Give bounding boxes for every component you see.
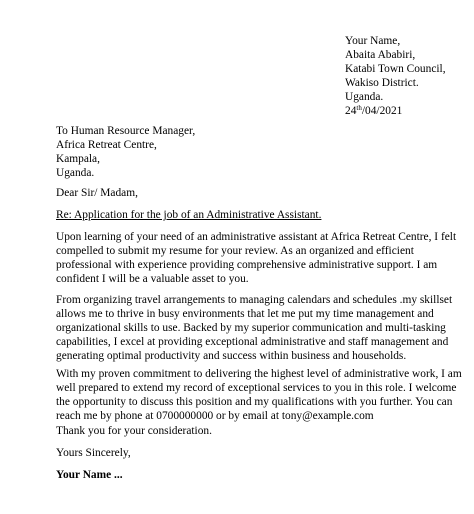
body-paragraph-1 <box>56 230 457 286</box>
closing-sign-off: Yours Sincerely, <box>56 447 131 459</box>
recipient-address-block <box>56 124 195 180</box>
paragraph-line: generating optimal productivity and success within business and households. <box>56 350 407 362</box>
recipient-line: To Human Resource Manager, <box>56 125 196 137</box>
date-rest: /04/2021 <box>361 105 403 117</box>
signature-name: Your Name ... <box>56 469 123 481</box>
paragraph-line: allows me to thrive in busy environments that let me put my time management and <box>56 308 434 320</box>
closing-thanks: Thank you for your consideration. <box>56 425 212 437</box>
paragraph-line: confident I will be a valuable asset to you. <box>56 273 249 285</box>
paragraph-line: capabilities, I excel at providing exceptional administrative and staff management and <box>56 336 449 348</box>
recipient-line: Uganda. <box>56 167 95 179</box>
paragraph-line: well prepared to extend my record of exceptional services to you in this role. I welcome <box>56 382 457 394</box>
paragraph-line: From organizing travel arrangements to managing calendars and schedules .my skillset <box>56 294 453 306</box>
paragraph-line: organizational skills to use. Backed by my superior communication and multi-tasking <box>56 322 446 334</box>
sender-address-block <box>345 34 470 118</box>
paragraph-line: reach me by phone at 0700000000 or by email at tony@example.com <box>56 410 374 422</box>
paragraph-line: the opportunity to discuss this position and my qualifications with you further. You can <box>56 396 453 408</box>
paragraph-line: Upon learning of your need of an administrative assistant at Africa Retreat Centre, I felt <box>56 231 457 243</box>
letter-date <box>345 104 470 118</box>
recipient-line: Africa Retreat Centre, <box>56 139 157 151</box>
sender-address-line: Katabi Town Council, <box>345 63 446 75</box>
date-day: 24 <box>345 105 357 117</box>
sender-address-line: Wakiso District. <box>345 77 419 89</box>
body-paragraph-2 <box>56 293 453 363</box>
date-suffix: th <box>356 104 362 112</box>
salutation: Dear Sir/ Madam, <box>56 187 138 199</box>
sender-address-line: Abaita Ababiri, <box>345 49 416 61</box>
paragraph-line: professional with experience providing comprehensive administrative support. I am <box>56 259 438 271</box>
subject-line: Re: Application for the job of an Administrative Assistant. <box>56 209 322 221</box>
body-paragraph-3 <box>56 367 462 423</box>
paragraph-line: compelled to submit my resume for your review. As an organized and efficient <box>56 245 414 257</box>
sender-name: Your Name, <box>345 35 401 47</box>
paragraph-line: With my proven commitment to delivering the highest level of administrative work, I am <box>56 368 462 380</box>
sender-country: Uganda. <box>345 91 384 103</box>
recipient-line: Kampala, <box>56 153 100 165</box>
